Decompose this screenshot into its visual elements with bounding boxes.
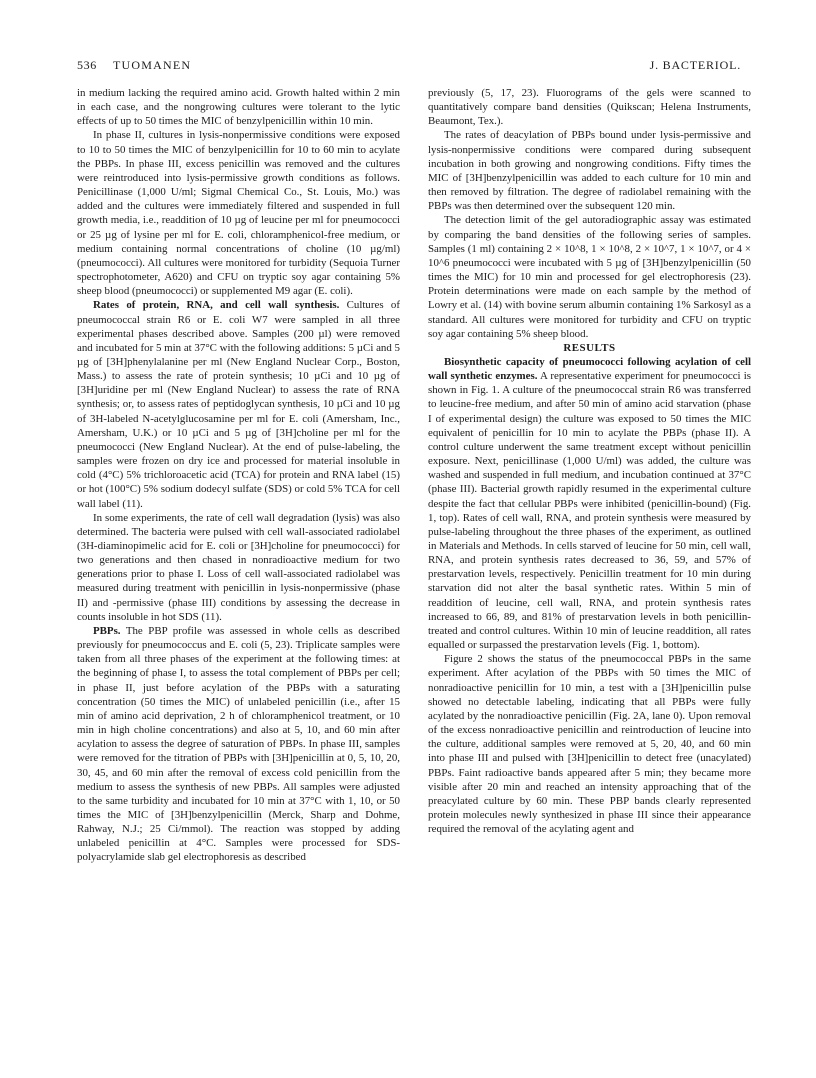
paragraph: Figure 2 shows the status of the pneumococcal PBPs in the same experiment. After acylation of the PBPs with 50 times the MIC of nonradioactive penicillin for 10 min, a test with a [3H]penicillin pulse showed no detectable labeling, indicating that all PBPs were fully acylated by the nonradioactive penicillin (Fig. 2A, lane 0). Upon removal of the excess nonradioactive penicillin and reintroduction of leucine into the culture, additional samples were removed at 5, 20, 40, and 60 min into phase III and pulsed with [3H]penicillin to detect free (unacylated) PBPs. Faint radioactive bands appeared after 5 min; they became more visible after 20 min and reached an intensity approaching that of the preacylated culture by 60 min. These PBP bands clearly represented protein molecules newly synthesized in phase III since their appearance required the removal of the acylating agent and [428,653,751,836]
results-section-heading: RESULTS [563,341,616,354]
paragraph-body: The PBP profile was assessed in whole cells as described previously for pneumococcus and E. coli (5, 23). Triplicate samples were taken from all three phases of the experiment at the following times: at the beginning of phase I, to assess the total complement of PBPs per cell; in phase II, just before acylation of the PBPs with a saturating concentration (50 times the MIC) of unlabeled penicillin (i.e., after 15 min of amino acid deprivation, 2 h of chloramphenicol treatment, or 10 min in high choline concentrations) and also at 5, 10, and 60 min after acylation to assess the degree of saturation of PBPs. In phase III, samples were removed for the titration of PBPs with [3H]penicillin at 0, 5, 10, 20, 30, 45, and 60 min after the removal of excess cold penicillin from the medium to assess the synthesis of new PBPs. All samples were adjusted to the same turbidity and incubated for 10 min at 37°C with 1, 10, or 50 times the MIC of [3H]benzylpenicillin (Merck, Sharp and Dohme, Rahway, N.J.; 25 Ci/mmol). The reaction was stopped by adding unlabeled penicillin at 4°C. Samples were processed for SDS-polyacrylamide slab gel electrophoresis as described [77,624,400,864]
section-run-in-heading: Biosynthetic capacity of pneumococci following acylation of cell wall synthetic enzymes. [428,355,751,383]
paragraph-body: A representative experiment for pneumococci is shown in Fig. 1. A culture of the pneumococcal strain R6 was transferred to leucine-free medium, and after 50 min of amino acid starvation (phase I of experimental design) the culture was exposed to 50 times the MIC equivalent of penicillin for 10 min to acylate the PBPs (phase II). A control culture underwent the same treatment except without penicillin exposure. Next, penicillinase (1,000 U/ml) was added, the culture was washed and suspended in full medium, and incubation continued at 37°C (phase III). Bacterial growth rapidly resumed in the experimental culture despite the fact that cellular PBPs were inhibited (penicillin-bound) (Fig. 1, top). Rates of cell wall, RNA, and protein synthesis were measured by pulse-labeling throughout the three phases of the experiment, as outlined in Materials and Methods. In cells starved of leucine for 50 min, cell wall, RNA, and protein synthesis rates decreased to 36, 59, and 57% of prestarvation levels, respectively. Penicillin treatment for 10 min during starvation did not alter the basal synthetic rates. Within 5 min of readdition of leucine, cell wall, RNA, and protein synthesis rates increased to 66, 89, and 81% of prestarvation levels in both penicillin-treated and control cultures. Within 10 min of leucine readdition, all rates equalled or surpassed the prestarvation levels (Fig. 1, bottom). [428,370,751,652]
section-run-in-heading: PBPs. [93,624,121,637]
left-column [77,86,400,865]
paragraph [428,355,751,652]
paragraph: The rates of deacylation of PBPs bound under lysis-permissive and lysis-nonpermissive conditions were compared during subsequent incubation in both growing and nongrowing conditions. Fifty times the MIC of [3H]benzylpenicillin was added to each culture for 10 min and then removed by filtration. The degree of radiolabel remaining with the PBPs was then determined over the subsequent 120 min. [428,129,751,213]
page-header [77,58,741,74]
running-head: TUOMANEN [113,58,192,72]
paragraph: In some experiments, the rate of cell wall degradation (lysis) was also determined. The bacteria were pulsed with cell wall-associated radiolabel (3H-diaminopimelic acid for E. coli or [3H]choline for pneumococci) for two generations and then chased in nonradioactive medium for two generations prior to phase I. Loss of cell wall-associated radiolabel was measured during treatment with penicillin in lysis-nonpermissive (phase II) and -permissive (phase III) conditions by assessing the decrease in counts insoluble in hot SDS (11). [77,511,400,623]
page-number: 536 [77,58,97,72]
paragraph [77,624,400,865]
journal-name: J. BACTERIOL. [649,58,741,72]
right-column [428,86,751,836]
paragraph: In phase II, cultures in lysis-nonpermissive conditions were exposed to 10 to 50 times the MIC of benzylpenicillin for 10 to 60 min to acylate the PBPs. In phase III, excess penicillin was removed and the cultures were reintroduced into lysis-permissive growth conditions as follows. Penicillinase (1,000 U/ml; Sigmal Chemical Co., St. Louis, Mo.) was added and the cultures were immediately filtered and suspended in full growth media, i.e., readdition of 10 µg of leucine per ml for pneumococci or 25 µg of lysine per ml for E. coli, chloramphenicol-free medium, or medium containing normal concentrations of choline (10 µg/ml) (pneumococci). All cultures were monitored for turbidity (Sequoia Turner spectrophotometer, A620) and CFU on tryptic soy agar containing 5% sheep blood (pneumococci) or supplemented M9 agar (E. coli). [77,129,400,298]
paragraph: previously (5, 17, 23). Fluorograms of the gels were scanned to quantitatively compare band densities (Quikscan; Helena Instruments, Beaumont, Tex.). [428,87,751,128]
paragraph: in medium lacking the required amino acid. Growth halted within 2 min in each case, and the nongrowing cultures were tolerant to the lytic effects of up to 50 times the MIC of benzylpenicillin within 10 min. [77,87,400,128]
section-run-in-heading: Rates of protein, RNA, and cell wall synthesis. [93,299,340,312]
paragraph-body: Cultures of pneumococcal strain R6 or E. coli W7 were sampled in all three experimental phases described above. Samples (200 µl) were removed and incubated for 5 min at 37°C with the following additions: 5 µCi and 5 µg of [3H]phenylalanine per ml (New England Nuclear Corp., Boston, Mass.) to assess the rate of protein synthesis; 10 µCi and 10 µg of [3H]uridine per ml (New England Nuclear) to assess the rate of RNA synthesis; or, to assess rates of peptidoglycan synthesis, 10 µCi and 10 µg of 3H-labeled N-acetylglucosamine per ml for E. coli (Amersham, Inc., Amersham, U.K.) or 10 µCi and 5 µg of [3H]choline per ml for the pneumococci (New England Nuclear). At the end of pulse-labeling, the samples were frozen on dry ice and processed for material insoluble in cold (4°C) 5% trichloroacetic acid (TCA) for protein and RNA label (15) or hot (100°C) 5% sodium dodecyl sulfate (SDS) or cold 5% TCA for cell wall label (11). [77,299,400,510]
paragraph [77,298,400,510]
paragraph: The detection limit of the gel autoradiographic assay was estimated by comparing the band densities of the following series of samples. Samples (1 ml) containing 2 × 10^8, 1 × 10^8, 2 × 10^7, 1 × 10^7, or 4 × 10^6 pneumococci were incubated with 5 µg of [3H]benzylpenicillin (50 times the MIC) for 10 min and processed for gel electrophoresis (23). Protein determinations were made on each sample by the method of Lowry et al. (14) with bovine serum albumin containing 1% Sarkosyl as a standard. All cultures were monitored for turbidity and CFU on tryptic soy agar containing 5% sheep blood. [428,214,751,340]
